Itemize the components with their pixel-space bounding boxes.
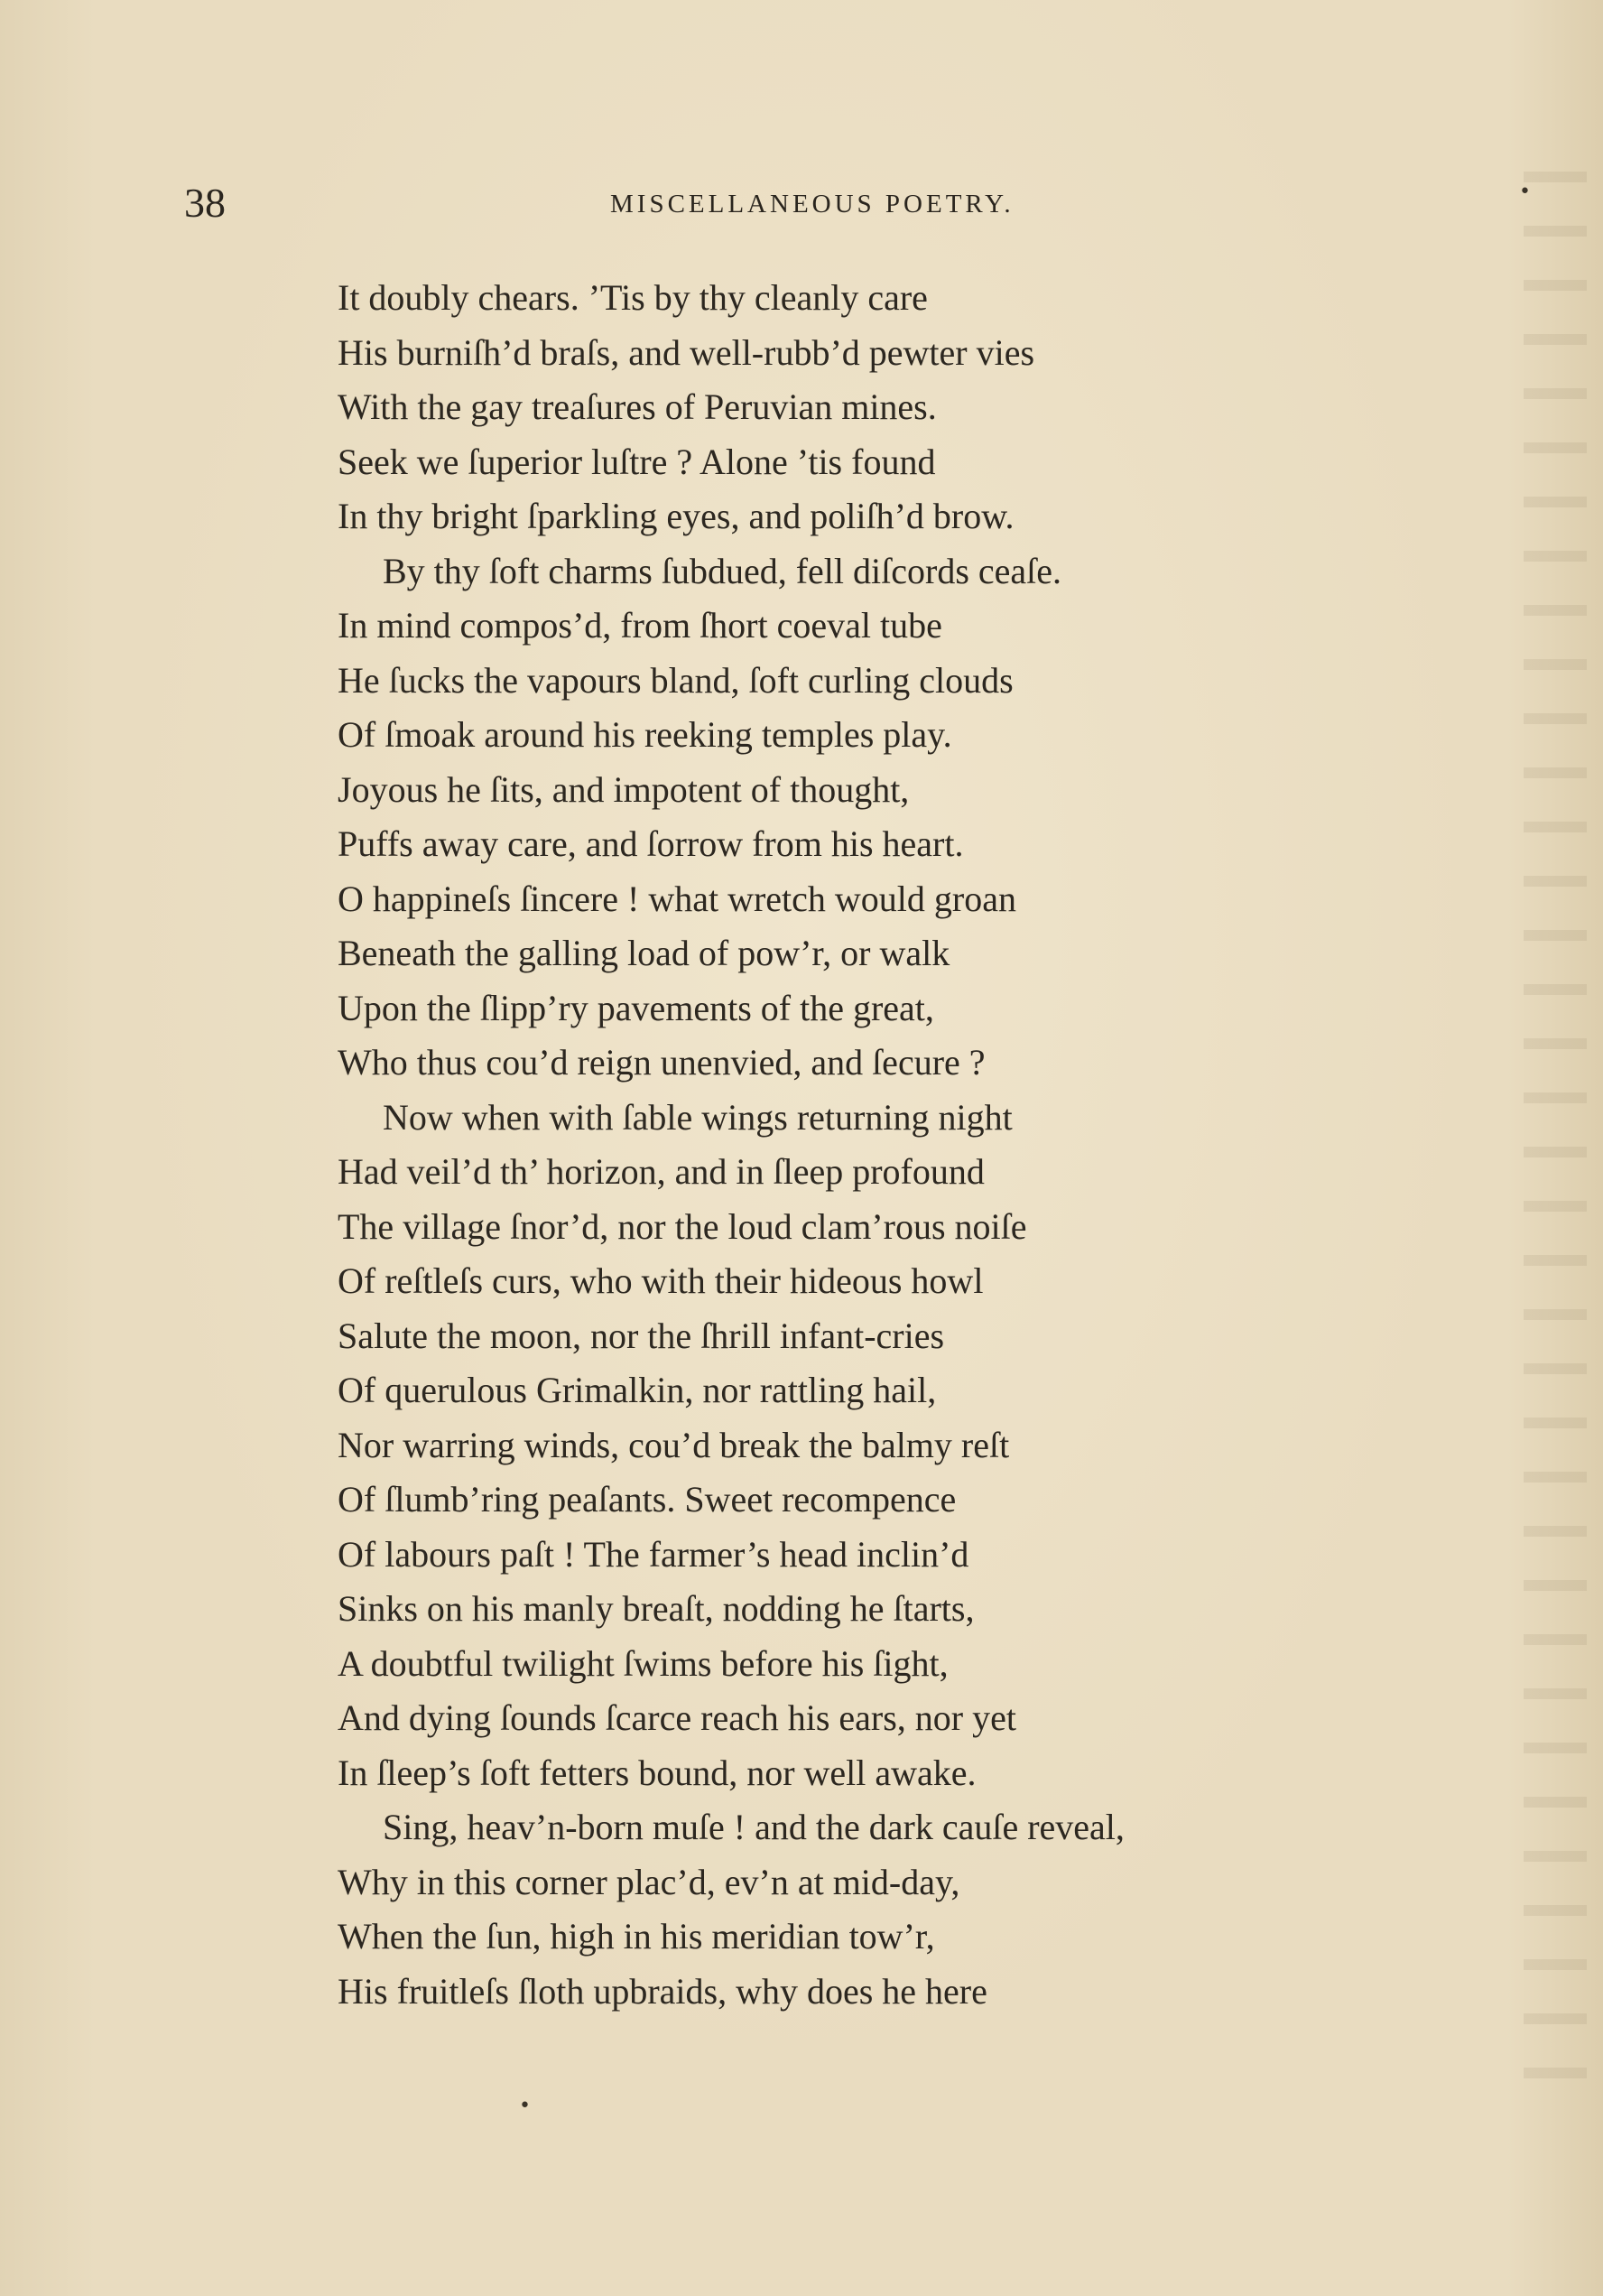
poem-line: Who thus cou’d reign unenvied, and ſecure ? [338,1042,986,1083]
poem-line: Of querulous Grimalkin, nor rattling hail, [338,1370,937,1410]
poem-text [338,271,1357,2019]
poem-line: In mind compos’d, from ſhort coeval tube [338,605,942,646]
poem-line: In thy bright ſparkling eyes, and poliſh’d brow. [338,496,1015,536]
poem-line: The village ſnor’d, nor the loud clam’rous noiſe [338,1205,1027,1247]
poem-line: Why in this corner plac’d, ev’n at mid-day, [338,1861,960,1902]
poem-line-indented: By thy ſoft charms ſubdued, fell diſcords ceaſe. [383,550,1062,591]
poem-line: Puffs away care, and ſorrow from his heart. [338,823,964,864]
poem-line: Joyous he ſits, and impotent of thought, [338,768,910,810]
ink-speck: • [519,2095,531,2117]
poem-line: Had veil’d th’ horizon, and in ſleep profound [338,1151,985,1192]
poem-line: Beneath the galling load of pow’r, or walk [338,933,950,973]
poem-line: Of reſtleſs curs, who with their hideous howl [338,1260,984,1301]
poem-line: Of ſmoak around his reeking temples play. [338,714,952,755]
poem-line: He ſucks the vapours bland, ſoft curling clouds [338,659,1014,701]
poem-line: And dying ſounds ſcarce reach his ears, nor yet [338,1697,1016,1738]
poem-line-indented: Now when with ſable wings returning night [383,1096,1013,1138]
poem-line: When the ſun, high in his meridian tow’r, [338,1916,935,1957]
poem-line: Upon the ſlipp’ry pavements of the great, [338,987,934,1028]
poem-line-indented: Sing, heav’n-born muſe ! and the dark cauſe reveal, [383,1807,1125,1847]
poem-line: It doubly chears. ’Tis by thy cleanly care [338,277,928,318]
poem-line: O happineſs ſincere ! what wretch would groan [338,878,1016,919]
poem-line: A doubtful twilight ſwims before his ſight, [338,1642,949,1684]
poem-line: Seek we ſuperior luſtre ? Alone ’tis found [338,441,936,482]
poem-line: Sinks on his manly breaſt, nodding he ſtarts, [338,1588,975,1629]
page-number: 38 [184,180,226,226]
poem-line: With the gay treaſures of Peruvian mines. [338,386,937,427]
running-title: MISCELLANEOUS POETRY. [610,190,1015,218]
ink-speck: • [1519,181,1531,203]
poem-line: Of labours paſt ! The farmer’s head inclin’d [338,1533,969,1575]
poem-line: Salute the moon, nor the ſhrill infant-cries [338,1315,945,1356]
poem-line: Nor warring winds, cou’d break the balmy reſt [338,1424,1010,1465]
bleed-through-text [1524,135,1587,2122]
poem-line: Of ſlumb’ring peaſants. Sweet recompence [338,1479,957,1520]
poem-line: His burniſh’d braſs, and well-rubb’d pewter vies [338,331,1035,373]
poem-line: His fruitleſs ſloth upbraids, why does he here [338,1970,987,2012]
poem-line: In ſleep’s ſoft fetters bound, nor well awake. [338,1752,977,1793]
